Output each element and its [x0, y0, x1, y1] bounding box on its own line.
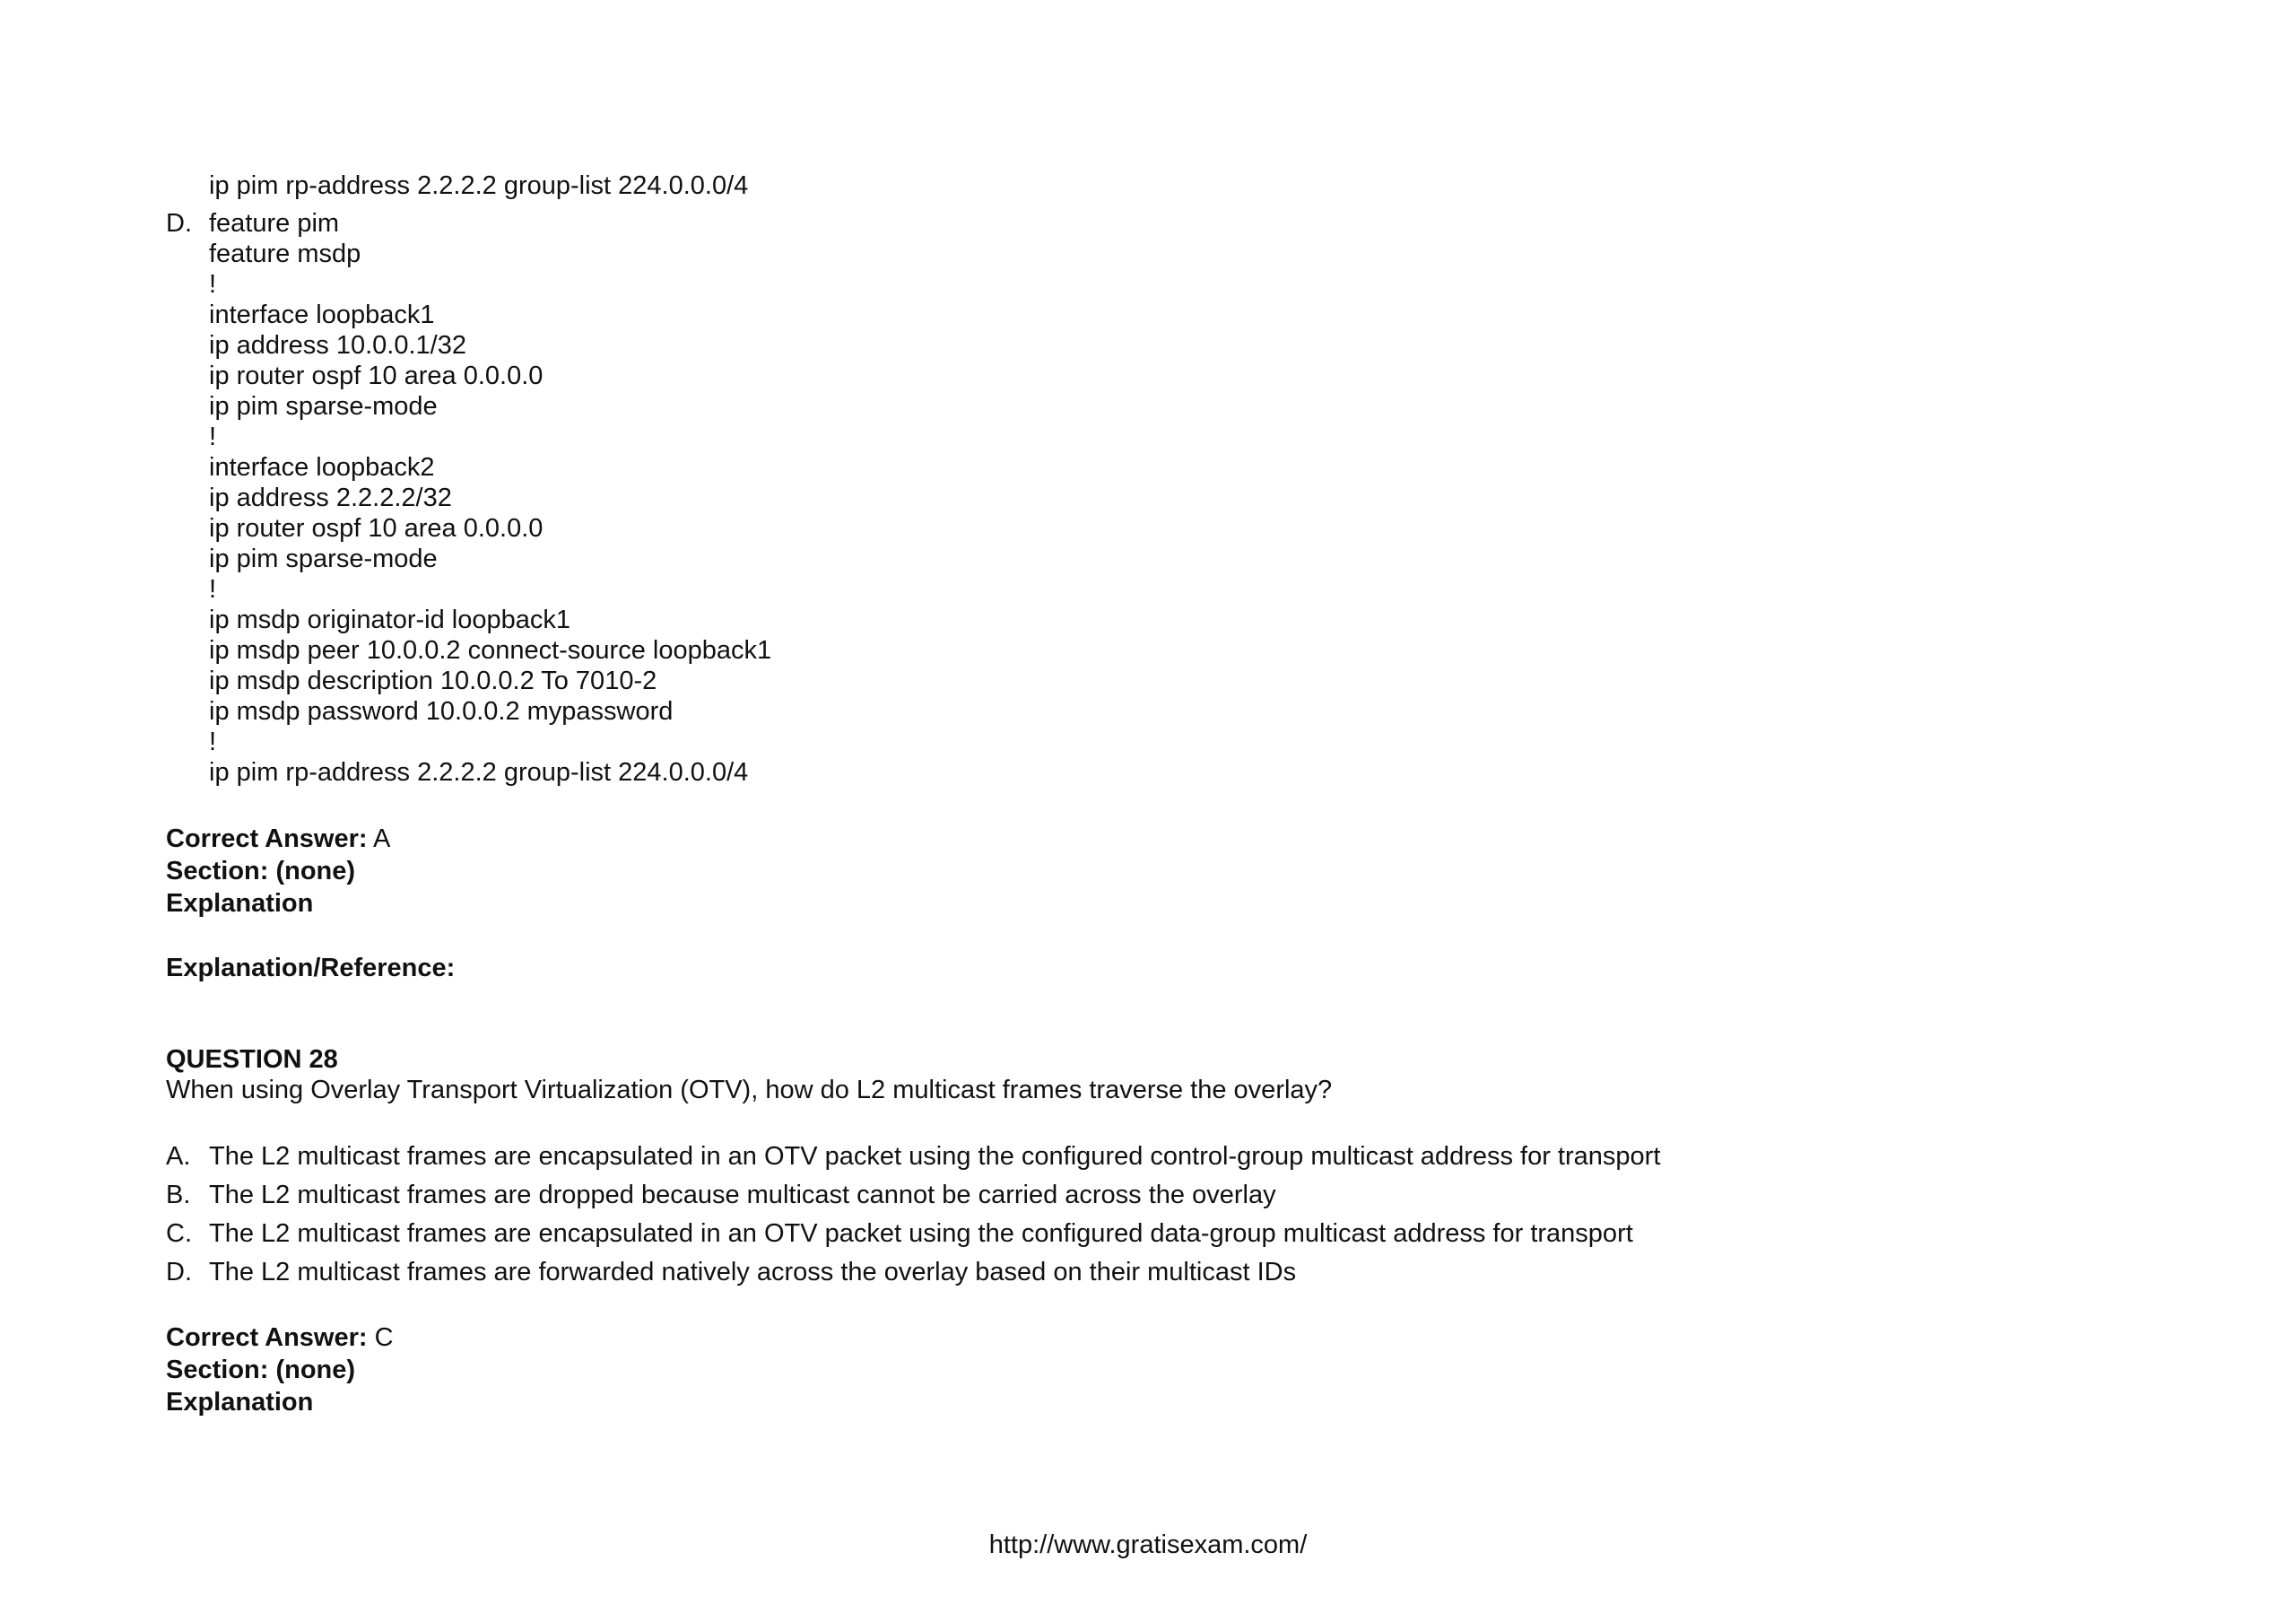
option-letter: D.: [166, 1258, 192, 1286]
code-line: interface loopback2: [209, 453, 435, 482]
option-text: The L2 multicast frames are forwarded natively across the overlay based on their multicast IDs: [209, 1258, 1297, 1286]
code-line: ip router ospf 10 area 0.0.0.0: [209, 362, 544, 390]
code-line: interface loopback1: [209, 301, 435, 329]
code-line: ip msdp description 10.0.0.2 To 7010-2: [209, 667, 657, 695]
option-text: The L2 multicast frames are encapsulated in an OTV packet using the configured control-group multicast address for transport: [209, 1142, 1661, 1171]
code-line: ip msdp originator-id loopback1: [209, 606, 570, 634]
code-line: !: [209, 270, 217, 299]
explanation-reference-label: Explanation/Reference:: [166, 954, 456, 982]
code-line: !: [209, 423, 217, 451]
question-title: QUESTION 28: [166, 1045, 338, 1074]
question-text: When using Overlay Transport Virtualization (OTV), how do L2 multicast frames traverse the overlay?: [166, 1076, 1333, 1104]
correct-answer-line: [166, 824, 390, 854]
option-letter: A.: [166, 1142, 191, 1171]
explanation-label: Explanation: [166, 1388, 314, 1417]
section-label: Section: (none): [166, 857, 356, 885]
code-line-prev: ip pim rp-address 2.2.2.2 group-list 224.0.0.0/4: [209, 171, 749, 200]
option-letter: B.: [166, 1181, 191, 1209]
correct-answer-label: Correct Answer:: [166, 824, 368, 853]
correct-answer-label: Correct Answer:: [166, 1323, 368, 1352]
code-line: !: [209, 575, 217, 604]
option-text: The L2 multicast frames are dropped because multicast cannot be carried across the overlay: [209, 1181, 1276, 1209]
code-line: feature pim: [209, 209, 340, 238]
code-line: feature msdp: [209, 240, 361, 268]
option-text: The L2 multicast frames are encapsulated in an OTV packet using the configured data-group multicast address for transport: [209, 1219, 1633, 1248]
code-line: ip msdp peer 10.0.0.2 connect-source loopback1: [209, 636, 772, 665]
option-letter: C.: [166, 1219, 192, 1248]
correct-answer-value: C: [367, 1323, 394, 1352]
code-line: ip address 10.0.0.1/32: [209, 331, 466, 360]
code-line: !: [209, 728, 217, 756]
correct-answer-line: [166, 1322, 394, 1353]
code-line: ip address 2.2.2.2/32: [209, 484, 452, 512]
code-line: ip pim sparse-mode: [209, 545, 438, 573]
section-label: Section: (none): [166, 1356, 356, 1384]
code-line: ip pim sparse-mode: [209, 392, 438, 421]
code-line: ip msdp password 10.0.0.2 mypassword: [209, 697, 674, 726]
explanation-label: Explanation: [166, 889, 314, 918]
option-d-letter: D.: [166, 209, 192, 238]
correct-answer-value: A: [367, 824, 391, 853]
code-line: ip pim rp-address 2.2.2.2 group-list 224.0.0.0/4: [209, 758, 749, 787]
code-line: ip router ospf 10 area 0.0.0.0: [209, 514, 544, 543]
footer-url: http://www.gratisexam.com/: [988, 1530, 1308, 1559]
